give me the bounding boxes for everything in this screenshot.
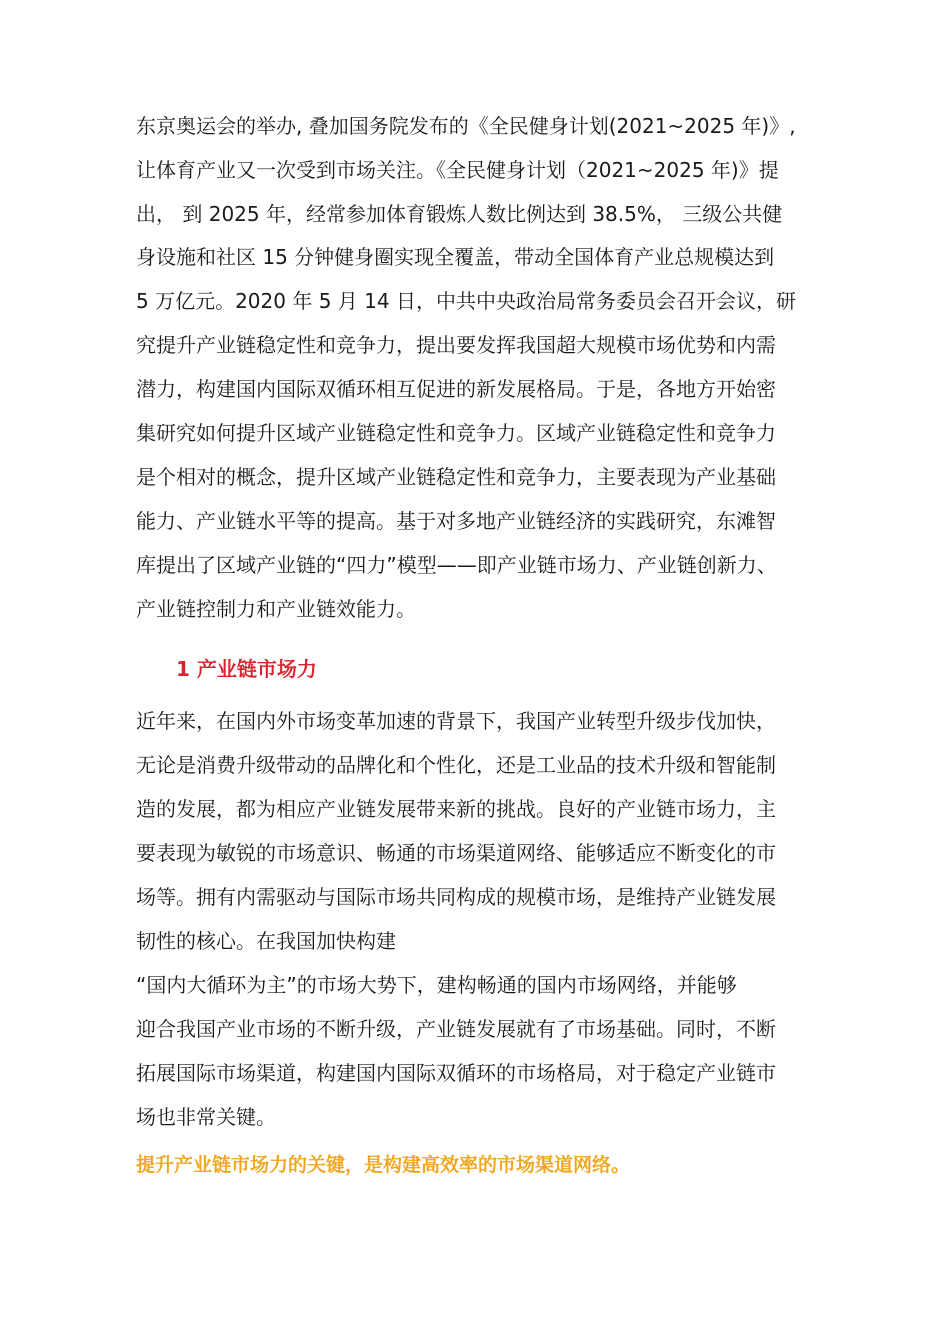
paragraph-line: 拓展国际市场渠道，构建国内国际双循环的市场格局，对于稳定产业链市 <box>136 1061 776 1085</box>
paragraph-line: 库提出了区域产业链的“四力”模型——即产业链市场力、产业链创新力、 <box>136 553 777 577</box>
paragraph-line: 要表现为敏锐的市场意识、畅通的市场渠道网络、能够适应不断变化的市 <box>136 841 776 865</box>
paragraph-line: 5 万亿元。2020 年 5 月 14 日，中共中央政治局常务委员会召开会议，研 <box>136 289 796 313</box>
section-heading: 1 产业链市场力 <box>176 657 317 681</box>
paragraph-line: 造的发展，都为相应产业链发展带来新的挑战。良好的产业链市场力，主 <box>136 797 776 821</box>
paragraph-line: 无论是消费升级带动的品牌化和个性化，还是工业品的技术升级和智能制 <box>136 753 776 777</box>
paragraph-line: 出， 到 2025 年，经常参加体育锻炼人数比例达到 38.5%， 三级公共健 <box>136 202 783 226</box>
paragraph-line: 身设施和社区 15 分钟健身圈实现全覆盖，带动全国体育产业总规模达到 <box>136 245 775 269</box>
paragraph-line: 近年来，在国内外市场变革加速的背景下，我国产业转型升级步伐加快， <box>136 709 776 733</box>
paragraph-line: 场等。拥有内需驱动与国际市场共同构成的规模市场，是维持产业链发展 <box>136 885 776 909</box>
paragraph-line: 究提升产业链稳定性和竞争力，提出要发挥我国超大规模市场优势和内需 <box>136 333 776 357</box>
paragraph-line: 东京奥运会的举办, 叠加国务院发布的《全民健身计划(2021~2025 年)》, <box>136 114 796 138</box>
paragraph-line: 迎合我国产业市场的不断升级，产业链发展就有了市场基础。同时，不断 <box>136 1017 776 1041</box>
paragraph-line: 韧性的核心。在我国加快构建 <box>136 929 396 953</box>
paragraph-line: 能力、产业链水平等的提高。基于对多地产业链经济的实践研究，东滩智 <box>136 509 776 533</box>
highlight-sentence: 提升产业链市场力的关键，是构建高效率的市场渠道网络。 <box>136 1154 631 1176</box>
paragraph-line: 产业链控制力和产业链效能力。 <box>136 597 416 621</box>
paragraph-line: 让体育产业又一次受到市场关注。《全民健身计划（2021~2025 年)》提 <box>136 158 779 182</box>
paragraph-line: 集研究如何提升区域产业链稳定性和竞争力。区域产业链稳定性和竞争力 <box>136 421 776 445</box>
paragraph-line: “国内大循环为主”的市场大势下，建构畅通的国内市场网络，并能够 <box>136 973 737 997</box>
paragraph-line: 是个相对的概念，提升区域产业链稳定性和竞争力，主要表现为产业基础 <box>136 465 776 489</box>
paragraph-line: 潜力，构建国内国际双循环相互促进的新发展格局。于是，各地方开始密 <box>136 377 776 401</box>
paragraph-line: 场也非常关键。 <box>136 1105 276 1129</box>
